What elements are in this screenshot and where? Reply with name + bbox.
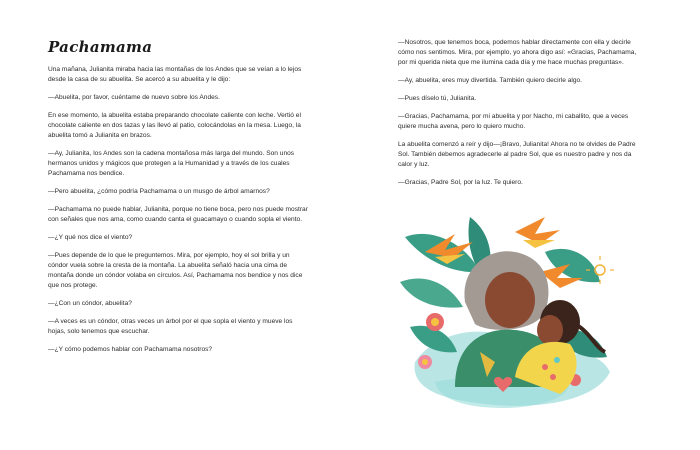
leaf-icon <box>400 278 463 307</box>
story-paragraph: —Nosotros, que tenemos boca, podemos hablar directamente con ella y decirle cómo nos sentimos. Mira, por ejemplo, yo ahora digo así: «Gracias, Pachamama, por mi querida nieta que me ilumina cada día y me hace muchas preguntas». <box>398 39 637 67</box>
story-paragraph: —Gracias, Pachamama, por mi abuelita y por Nacho, mi caballito, que a veces quiere mucha avena, pero lo quiero mucho. <box>398 113 629 131</box>
story-paragraph: —Pues díselo tú, Julianita. <box>398 95 477 103</box>
story-paragraph: —A veces es un cóndor, otras veces un árbol por el que sopla el viento y mueve los hojas, solo tenemos que escuchar. <box>48 318 293 336</box>
page-title: Pachamama <box>48 38 153 56</box>
story-paragraph: —¿Con un cóndor, abuelita? <box>48 300 132 308</box>
flower-icon <box>426 313 444 331</box>
story-paragraph: —Pues depende de lo que le preguntemos. Mira, por ejemplo, hoy el sol brilla y un cóndor vuela sobre la cresta de la montaña. La abuelita señaló hacia una cima de montaña donde un cóndor volaba en círculos. Así, Pachamama nos bendice y nos dice que nos protege. <box>48 252 303 290</box>
story-paragraph: —Pero abuelita, ¿cómo podría Pachamama o un musgo de árbol amarnos? <box>48 188 270 196</box>
story-paragraph: —Ay, abuelita, eres muy divertida. También quiero decirle algo. <box>398 77 582 85</box>
story-paragraph: —¿Y qué nos dice el viento? <box>48 234 133 242</box>
right-page <box>398 38 643 196</box>
flower-icon <box>418 355 432 369</box>
bird-of-paradise-icon <box>515 217 560 248</box>
story-paragraph: —Ay, Julianita, los Andes son la cadena montañosa más larga del mundo. Son unos hermanos unidos y mágicos que protegen a la Humanidad y a través de los cuales Pachamama nos bendice. <box>48 150 295 178</box>
story-paragraph: —Gracias, Padre Sol, por la luz. Te quiero. <box>398 179 523 187</box>
story-paragraph: —¿Y cómo podemos hablar con Pachamama nosotros? <box>48 346 213 354</box>
left-page <box>48 38 310 363</box>
story-paragraph: —Pachamama no puede hablar, Julianita, porque no tiene boca, pero nos puede mostrar con señales que nos ama, como cuando canta el guacamayo o cuando sopla el viento. <box>48 206 308 224</box>
story-paragraph: —Abuelita, por favor, cuéntame de nuevo sobre los Andes. <box>48 94 220 102</box>
illustration-art <box>395 212 620 412</box>
story-paragraph: Una mañana, Julianita miraba hacia las montañas de los Andes que se veían a lo lejos desde la casa de su abuelita. Se acercó a su abuelita y le dijo: <box>48 66 302 84</box>
story-paragraph: La abuelita comenzó a reír y dijo—¡Bravo, Julianita! Ahora no te olvides de Padre Sol. También debemos agradecerle al padre Sol, que es nuestro padre y nos da calor y luz. <box>398 141 636 169</box>
illustration-grandmother-and-girl <box>395 212 620 412</box>
story-paragraph: En ese momento, la abuelita estaba preparando chocolate caliente con leche. Vertió el chocolate caliente en dos tazas y las llevó al patio, colocándolas en la mesa. Luego, la abuelita tomó a Julianita en brazos. <box>48 112 301 140</box>
